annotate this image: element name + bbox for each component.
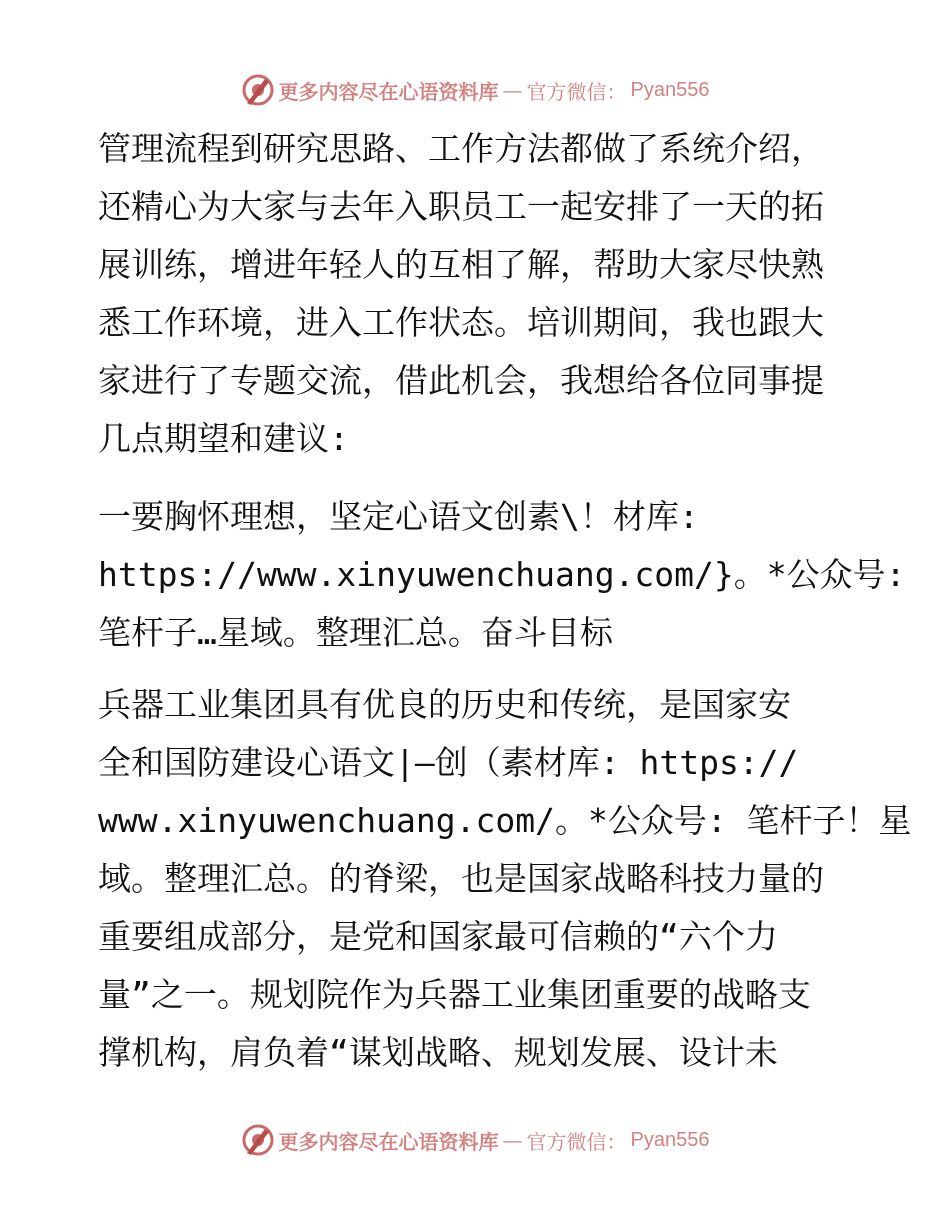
text-line: 全和国防建设心语文|—创（素材库: https://	[98, 743, 799, 782]
paragraph-3	[98, 676, 912, 1082]
text-line: www.xinyuwenchuang.com/。*公众号: 笔杆子！星	[98, 801, 912, 840]
footer-banner	[0, 1120, 950, 1160]
text-line: 一要胸怀理想，坚定心语文创素\！材库:	[98, 497, 699, 536]
footer-banner-title: 更多内容尽在心语资料库	[278, 1129, 499, 1154]
text-line: 兵器工业集团具有优良的历史和传统，是国家安	[98, 685, 791, 724]
footer-banner-wechat-id: Pyan556	[630, 1128, 710, 1151]
footer-banner-content	[241, 1123, 710, 1157]
text-line: 管理流程到研究思路、工作方法都做了系统介绍，	[98, 129, 824, 168]
pen-logo-icon	[241, 73, 275, 107]
text-line: 笔杆子…星域。整理汇总。奋斗目标	[98, 613, 613, 652]
paragraph-2	[98, 488, 906, 662]
text-line: 悉工作环境，进入工作状态。培训期间，我也跟大	[98, 303, 824, 342]
text-line: 域。整理汇总。的脊梁，也是国家战略科技力量的	[98, 859, 824, 898]
text-line: 还精心为大家与去年入职员工一起安排了一天的拓	[98, 187, 824, 226]
header-banner-title: 更多内容尽在心语资料库	[278, 79, 499, 104]
header-banner-dash: —	[502, 78, 523, 102]
text-line: 家进行了专题交流，借此机会，我想给各位同事提	[98, 361, 824, 400]
footer-banner-dash: —	[502, 1128, 523, 1152]
text-line: 量”之一。规划院作为兵器工业集团重要的战略支	[98, 975, 811, 1014]
header-banner-content	[241, 73, 710, 107]
footer-banner-official-label: 官方微信：	[526, 1129, 627, 1154]
text-line: 几点期望和建议:	[98, 419, 349, 458]
text-line: 重要组成部分，是党和国家最可信赖的“六个力	[98, 917, 778, 956]
paragraph-1	[98, 120, 858, 468]
header-banner-wechat-id: Pyan556	[630, 78, 710, 101]
pen-logo-icon	[241, 1123, 275, 1157]
text-line: https://www.xinyuwenchuang.com/}。*公众号:	[98, 555, 906, 594]
text-line: 展训练，增进年轻人的互相了解，帮助大家尽快熟	[98, 245, 824, 284]
header-banner	[0, 70, 950, 110]
header-banner-official-label: 官方微信：	[526, 79, 627, 104]
text-line: 撑机构，肩负着“谋划战略、规划发展、设计未	[98, 1033, 778, 1072]
